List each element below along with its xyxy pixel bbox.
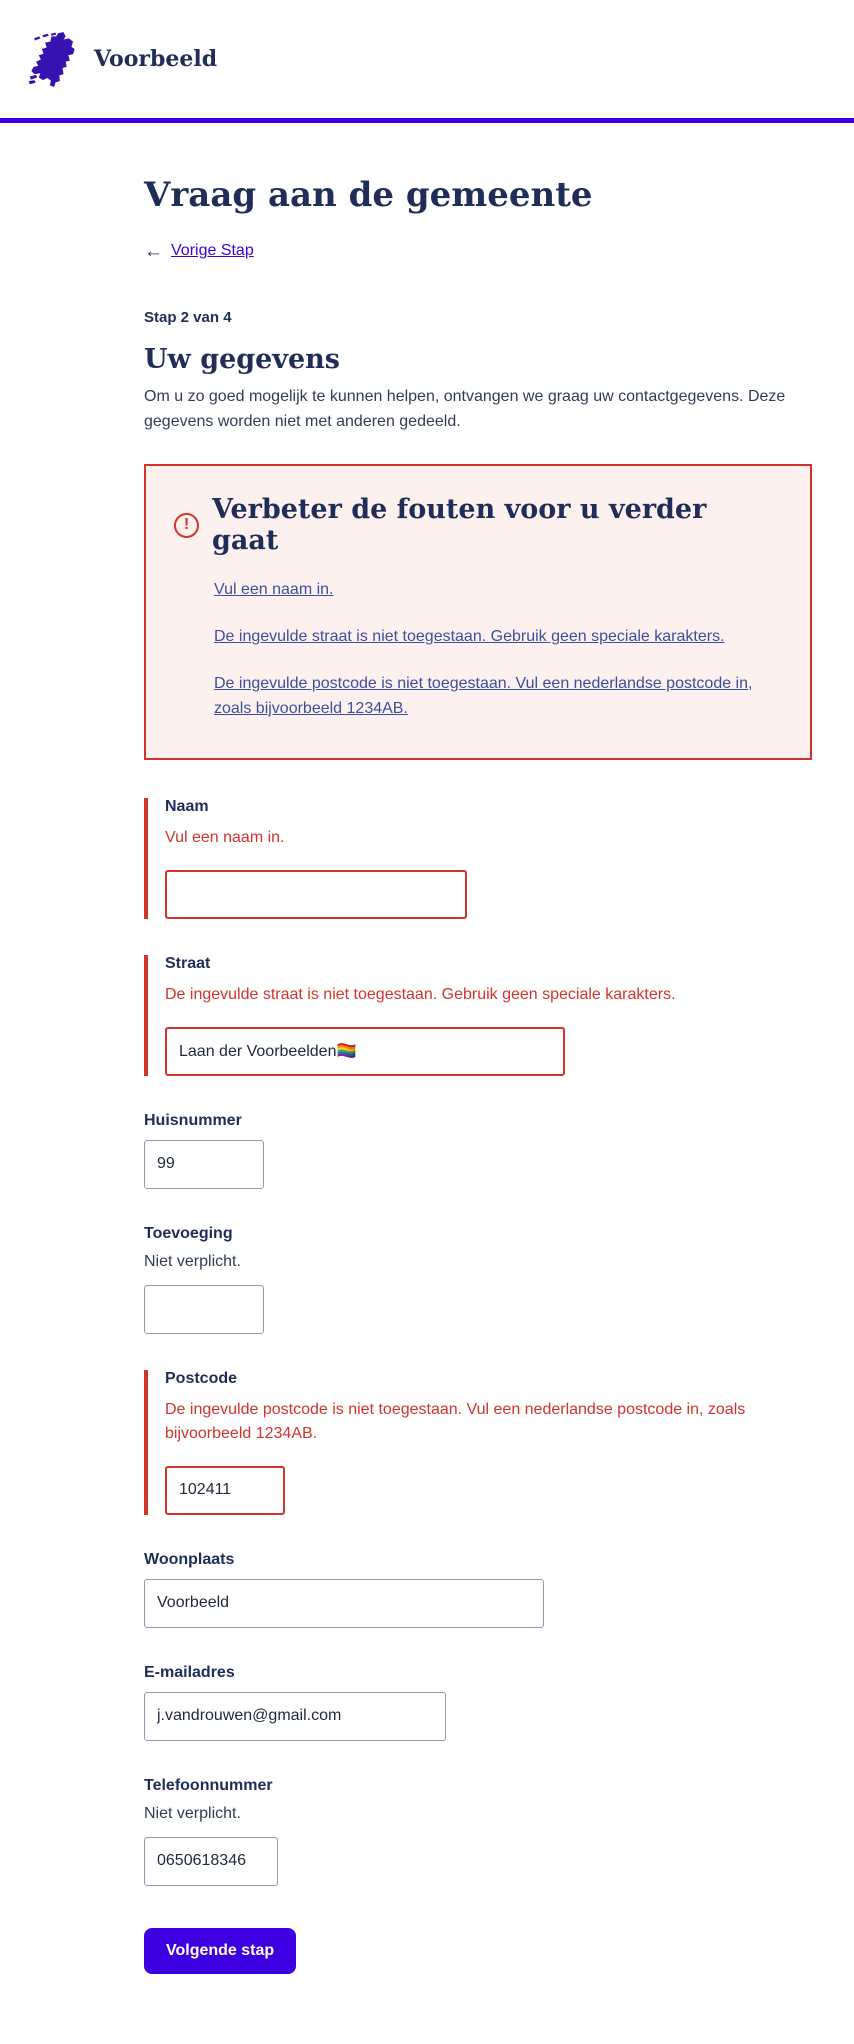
straat-input[interactable] [165,1027,565,1076]
error-summary-title: Verbeter de fouten voor u verder gaat [212,494,707,557]
naam-error: Vul een naam in. [165,828,285,846]
page-title: Vraag aan de gemeente [144,175,593,215]
naam-input[interactable] [165,870,467,919]
toevoeging-hint: Niet verplicht. [144,1252,241,1270]
brand-name: Voorbeeld [94,46,218,72]
toevoeging-input[interactable] [144,1285,264,1334]
step-indicator: Stap 2 van 4 [144,308,232,326]
field-group-toevoeging [144,1225,812,1334]
woonplaats-input[interactable] [144,1579,544,1628]
telefoonnummer-label: Telefoonnummer [144,1776,273,1794]
naam-label: Naam [165,797,209,815]
error-summary-link-naam[interactable]: Vul een naam in. [214,581,334,599]
intro-text: Om u zo goed mogelijk te kunnen helpen, ontvangen we graag uw contactgegevens. Deze gegevens worden niet met anderen gedeeld. [144,387,786,430]
contact-form [144,798,812,1974]
field-group-woonplaats [144,1551,812,1628]
arrow-left-icon: ← [144,240,163,262]
site-header [0,0,854,118]
section-title: Uw gegevens [144,343,341,375]
error-summary-header [174,494,782,556]
netherlands-map-logo-icon [26,30,80,88]
field-group-emailadres [144,1664,812,1741]
telefoonnummer-input[interactable] [144,1837,278,1886]
warning-icon: ! [174,513,199,538]
next-step-button[interactable]: Volgende stap [144,1928,296,1974]
brand-link[interactable] [26,30,217,88]
error-summary [144,464,812,759]
field-group-postcode [144,1370,812,1515]
straat-error: De ingevulde straat is niet toegestaan. Gebruik geen speciale karakters. [165,985,676,1003]
huisnummer-label: Huisnummer [144,1111,242,1129]
toevoeging-label: Toevoeging [144,1224,233,1242]
error-summary-links [214,578,782,721]
woonplaats-label: Woonplaats [144,1550,235,1568]
back-link[interactable]: Vorige Stap [171,242,254,260]
field-group-naam [144,798,812,919]
error-summary-link-postcode[interactable]: De ingevulde postcode is niet toegestaan. Vul een nederlandse postcode in, zoals bijvoorbeeld 1234AB. [214,674,753,717]
postcode-label: Postcode [165,1369,238,1387]
field-group-straat [144,955,812,1076]
field-group-huisnummer [144,1112,812,1189]
telefoonnummer-hint: Niet verplicht. [144,1804,241,1822]
emailadres-input[interactable] [144,1692,446,1741]
postcode-error: De ingevulde postcode is niet toegestaan. Vul een nederlandse postcode in, zoals bijvoorbeeld 1234AB. [165,1400,746,1442]
back-row [144,242,812,261]
postcode-input[interactable] [165,1466,285,1515]
emailadres-label: E-mailadres [144,1663,235,1681]
field-group-telefoonnummer [144,1777,812,1886]
huisnummer-input[interactable] [144,1140,264,1189]
main-content [144,123,812,2044]
error-summary-link-straat[interactable]: De ingevulde straat is niet toegestaan. Gebruik geen speciale karakters. [214,628,725,646]
straat-label: Straat [165,954,211,972]
